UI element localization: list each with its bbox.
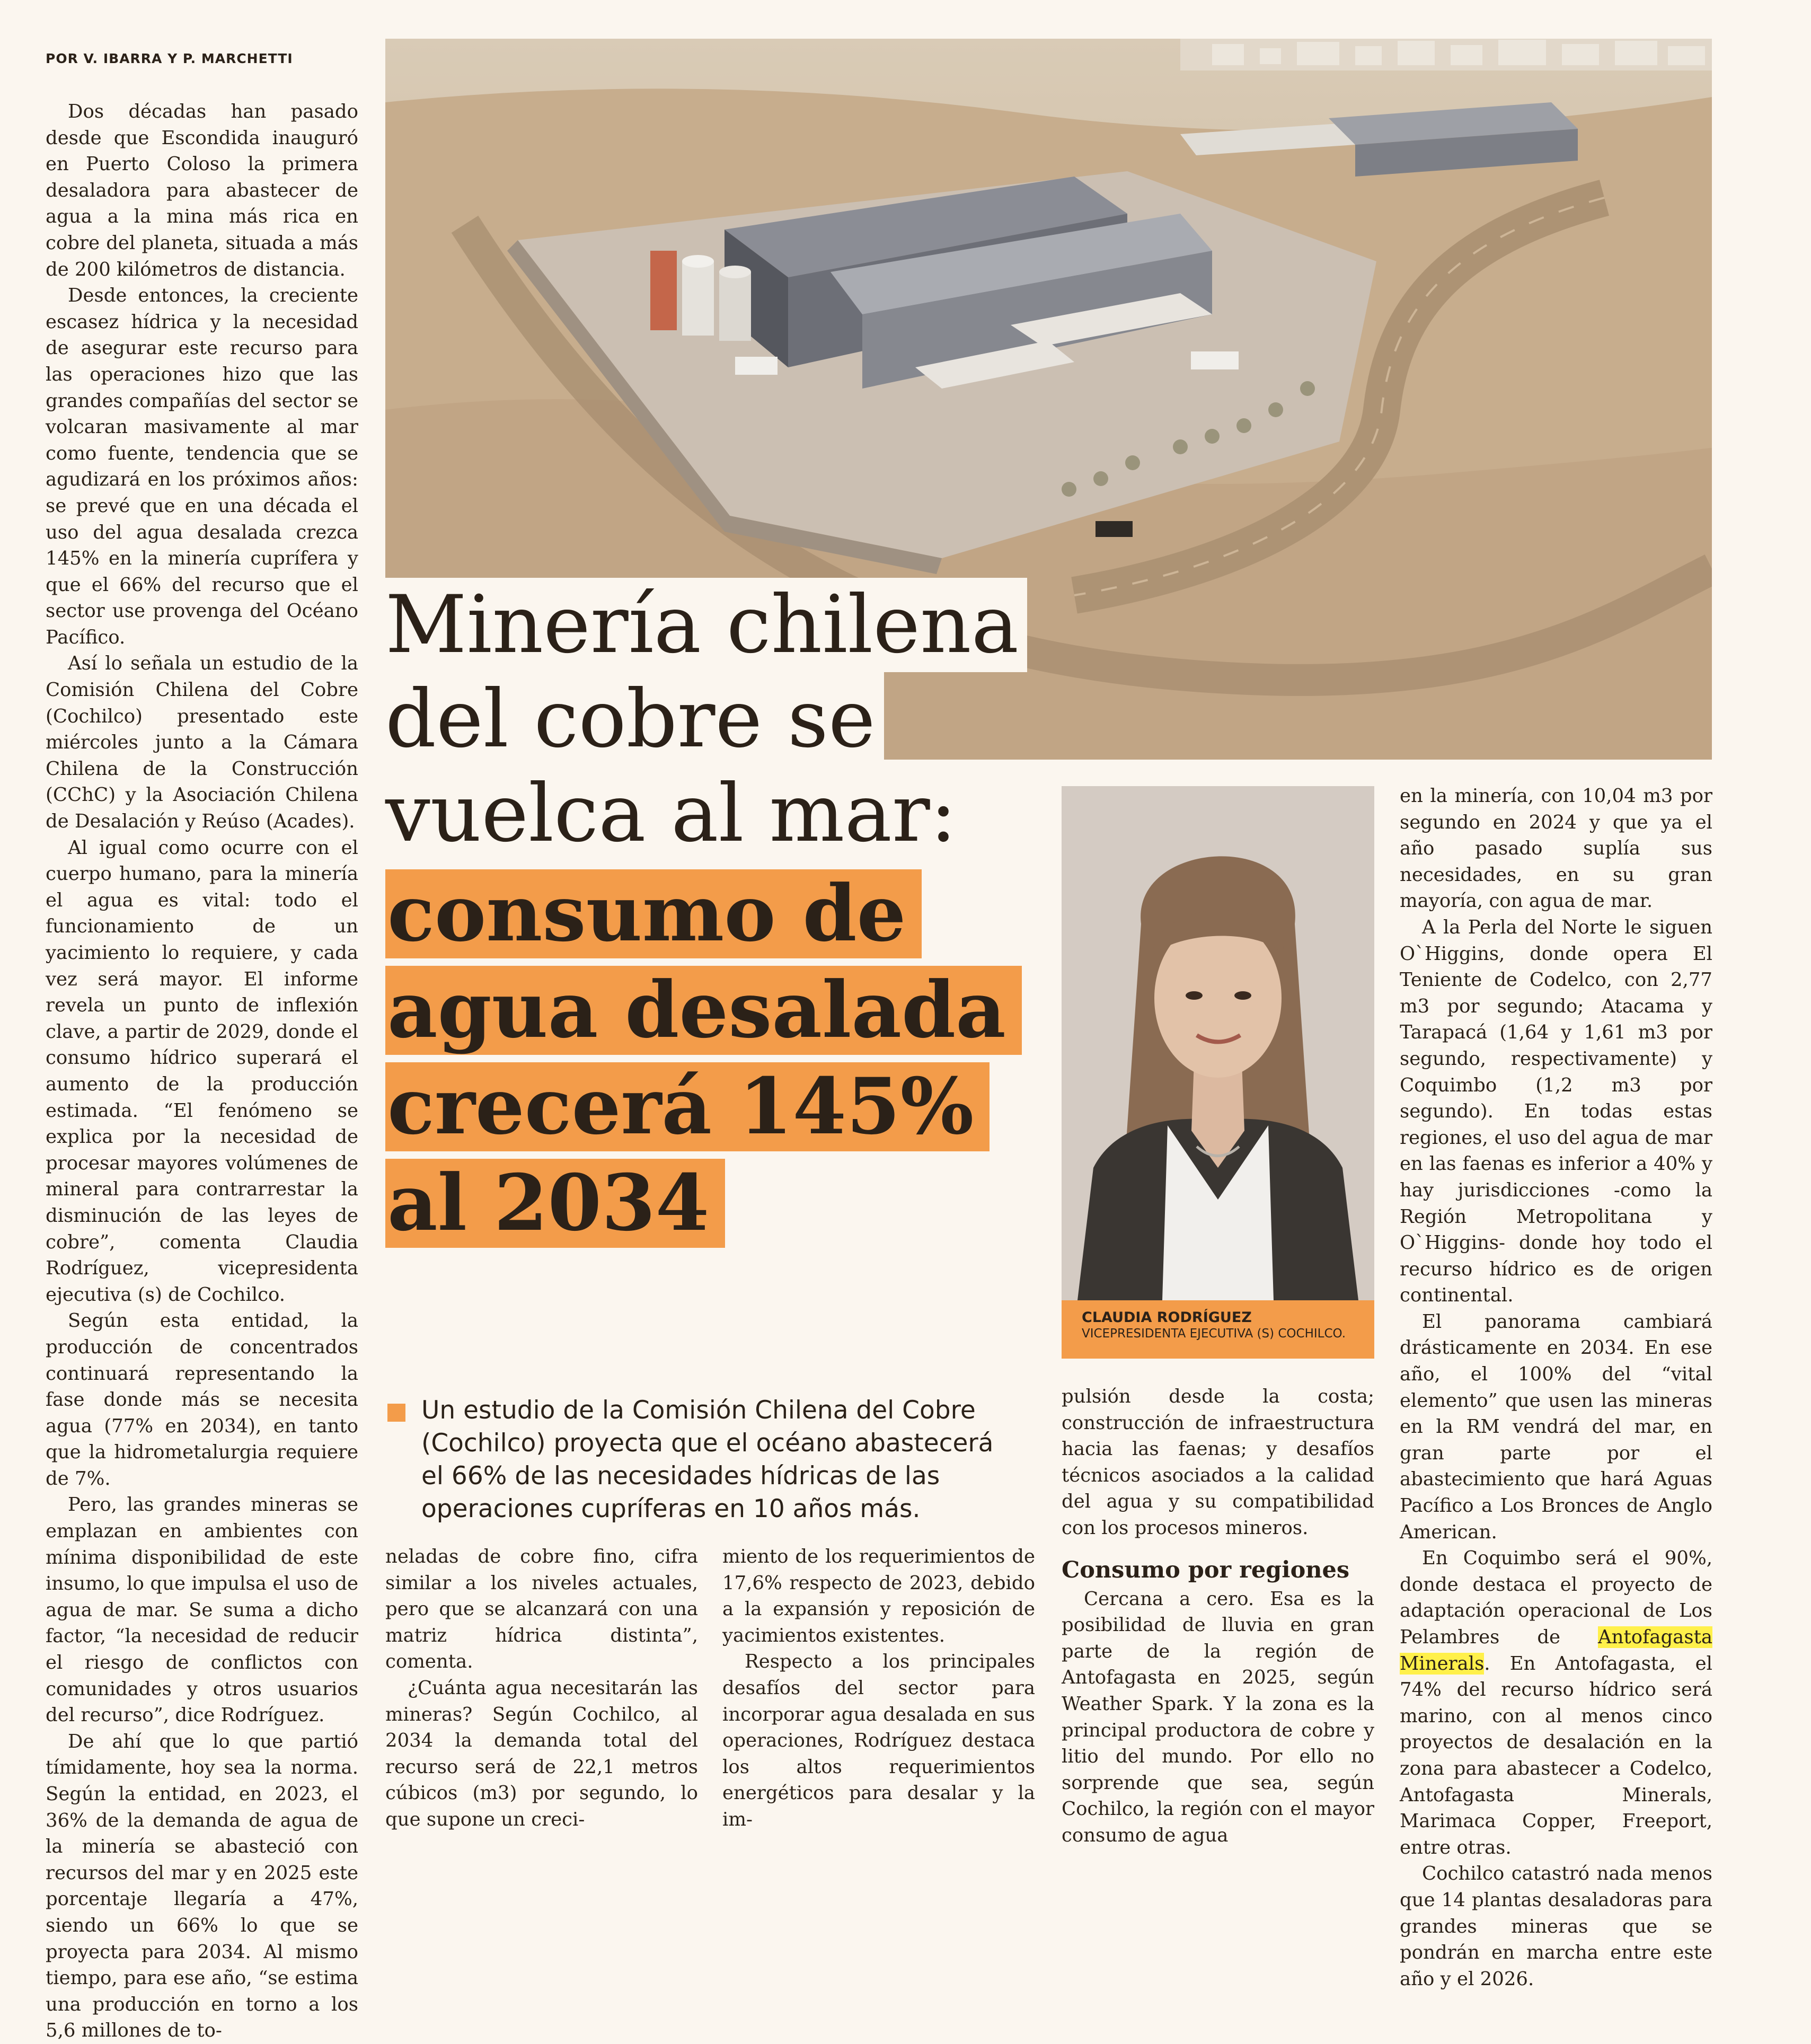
- paragraph: Desde entonces, la creciente escasez hídrica y la necesidad de asegurar este recurso para las operaciones hizo que las grandes compañías del sector se volcaran masivamente al mar como fuente, tendencia que se agudizará en los próximos años: se prevé que en una década el uso del agua desalada crezca 145% en la minería cuprífera y que el 66% del recurso que el sector use provenga del Océano Pacífico.: [46, 285, 358, 648]
- square-bullet-icon: [387, 1404, 405, 1422]
- paragraph: Pero, las grandes mineras se emplazan en ambientes con mínima disponibilidad de este insumo, lo que impulsa el uso de agua de mar. Se suma a dicho factor, “la necesidad de reducir el riesgo de conflictos con comunidades y otros usuarios del recurso”, dice Rodríguez.: [46, 1494, 358, 1726]
- paragraph: Dos décadas han pasado desde que Escondida inauguró en Puerto Coloso la primera desaladora para abastecer de agua a la mina más rica en cobre del planeta, situada a más de 200 kilómetros de distancia.: [46, 101, 358, 280]
- paragraph: pulsión desde la costa; construcción de infraestructura hacia las faenas; y desafíos técnicos asociados a la calidad del agua y su compatibilidad con los procesos mineros.: [1062, 1386, 1374, 1539]
- paragraph: Respecto a los principales desafíos del sector para incorporar agua desalada en sus operaciones, Rodríguez destaca los altos requerimientos energéticos para desalar y la im-: [722, 1651, 1035, 1830]
- headline-line-2: del cobre se: [385, 672, 884, 766]
- paragraph: en la minería, con 10,04 m3 por segundo en 2024 y que ya el año pasado suplía sus necesidades, en su gran mayoría, con agua de mar.: [1400, 785, 1712, 912]
- paragraph: [1400, 1545, 1712, 1861]
- article-lead: [385, 1394, 1011, 1526]
- headline-line-3: vuelca al mar:: [385, 766, 965, 861]
- paragraph: neladas de cobre fino, cifra similar a los niveles actuales, pero que se alcanzará con una matriz hídrica distinta”, comenta.: [385, 1546, 698, 1673]
- paragraph: Al igual como ocurre con el cuerpo humano, para la minería el agua es vital: todo el funcionamiento de un yacimiento lo requiere, y cada vez será mayor. El informe revela un punto de inflexión clave, a partir de 2029, donde el consumo hídrico superará el aumento de la producción estimada. “El fenómeno se explica por la necesidad de procesar mayores volúmenes de mineral para contrarrestar la disminución de las leyes de cobre”, comenta Claudia Rodríguez, vicepresidenta ejecutiva (s) de Cochilco.: [46, 836, 358, 1306]
- headline-highlight-2: agua desalada: [385, 966, 1022, 1055]
- paragraph: ¿Cuánta agua necesitarán las mineras? Según Cochilco, al 2034 la demanda total del recurso será de 22,1 metros cúbicos (m3) por segundo, lo que supone un creci-: [385, 1677, 698, 1830]
- paragraph: miento de los requerimientos de 17,6% respecto de 2023, debido a la expansión y reposición de yacimientos existentes.: [722, 1546, 1035, 1646]
- lead-text: Un estudio de la Comisión Chilena del Cobre (Cochilco) proyecta que el océano abastecerá el 66% de las necesidades hídricas de las operaciones cupríferas en 10 años más.: [421, 1396, 994, 1523]
- caption-name: CLAUDIA RODRÍGUEZ: [1082, 1309, 1252, 1326]
- paragraph: Cochilco catastró nada menos que 14 plantas desaladoras para grandes mineras que se pondrán en marcha entre este año y el 2026.: [1400, 1863, 1712, 1990]
- text-run: En Coquimbo será el 90%, donde destaca el proyecto de adaptación operacional de Los Pelambres de: [1400, 1547, 1712, 1648]
- article-column-1: [46, 99, 358, 2044]
- article-column-2: [385, 1544, 698, 1833]
- caption-role: VICEPRESIDENTA EJECUTIVA (S) COCHILCO.: [1082, 1327, 1346, 1341]
- article-column-4: [1062, 1384, 1374, 1849]
- article-column-3: [722, 1544, 1035, 1833]
- photo-caption: [1062, 1300, 1374, 1359]
- headline-line-1: Minería chilena: [385, 578, 1027, 672]
- headline-highlight-3: crecerá 145%: [385, 1062, 990, 1151]
- headline-highlight-4: al 2034: [385, 1159, 725, 1248]
- paragraph: Según esta entidad, la producción de concentrados continuará representando la fase donde más se necesita agua (77% en 2034), en tanto que la hidrometalurgia requiere de 7%.: [46, 1310, 358, 1490]
- section-subheading: Consumo por regiones: [1062, 1556, 1350, 1583]
- paragraph: Así lo señala un estudio de la Comisión Chilena del Cobre (Cochilco) presentado este miércoles junto a la Cámara Chilena de la Construcción (CChC) y la Asociación Chilena de Desalación y Reúso (Acades).: [46, 653, 358, 833]
- byline: POR V. IBARRA Y P. MARCHETTI: [46, 51, 293, 66]
- paragraph: El panorama cambiará drásticamente en 2034. En ese año, el 100% del “vital elemento” que usen las mineras en la RM vendrá del mar, en gran parte por el abastecimiento que hará Aguas Pacífico a Los Bronces de Anglo American.: [1400, 1310, 1712, 1543]
- highlighted-company-name: Antofagasta Minerals: [1400, 1626, 1712, 1675]
- paragraph: A la Perla del Norte le siguen O`Higgins, donde opera El Teniente de Codelco, con 2,77 m3 por segundo; Atacama y Tarapacá (1,64 y 1,61 m3 por segundo, respectivamente) y Coquimbo (1,2 m3 por segundo). En todas estas regiones, el uso del agua de mar en las faenas es inferior a 40% y hay jurisdicciones -como la Región Metropolitana y O`Higgins- donde hoy todo el recurso hídrico es de origen continental.: [1400, 916, 1712, 1307]
- text-run: . En Antofagasta, el 74% del recurso hídrico será marino, con al menos cinco proyectos de desalación en la zona para abastecer a Codelco, Antofagasta Minerals, Marimaca Copper, Freeport, entre otras.: [1400, 1652, 1712, 1858]
- paragraph: De ahí que lo que partió tímidamente, hoy sea la norma. Según la entidad, en 2023, el 36% de la demanda de agua de la minería se abasteció con recursos del mar y en 2025 este porcentaje llegaría a 47%, siendo un 66% lo que se proyecta para 2034. Al mismo tiempo, para ese año, “se estima una producción en torno a los 5,6 millones de to-: [46, 1730, 358, 2042]
- paragraph: Cercana a cero. Esa es la posibilidad de lluvia en gran parte de la región de Antofagasta en 2025, según Weather Spark. Y la zona es la principal productora de cobre y litio del mundo. Por ello no sorprende que sea, según Cochilco, la región con el mayor consumo de agua: [1062, 1588, 1374, 1846]
- portrait-photo: [1062, 786, 1374, 1300]
- article-column-5: [1400, 783, 1712, 1992]
- headline-highlight-1: consumo de: [385, 869, 922, 958]
